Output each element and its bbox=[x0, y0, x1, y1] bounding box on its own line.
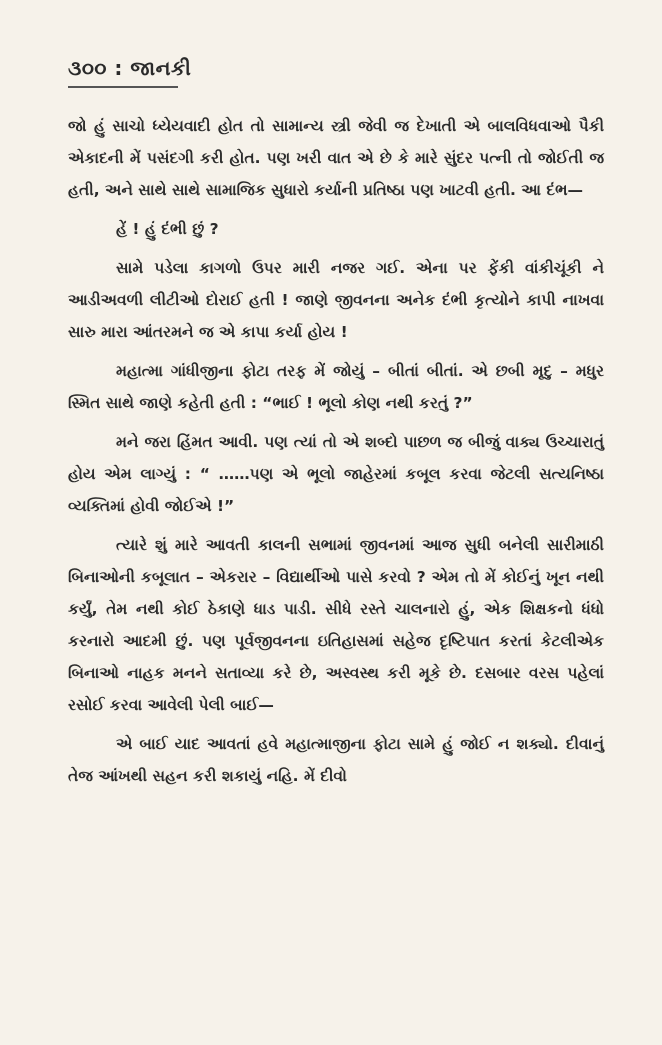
paragraph-5: મને જરા હિંમત આવી. પણ ત્યાં તો એ શબ્દો પાછળ જ બીજું વાક્ય ઉચ્ચારાતું હોય એમ લાગ્યું : “ ……પણ એ ભૂલો જાહેરમાં કબૂલ કરવા જેટલી સત્યનિષ્ઠા વ્યક્તિમાં હોવી જોઈએ !” bbox=[68, 433, 604, 515]
paragraph-2: હેં ! હું દંભી છું ? bbox=[116, 220, 219, 238]
paragraph-6: ત્યારે શું મારે આવતી કાલની સભામાં જીવનમાં આજ સુધી બનેલી સારીમાઠી બિનાઓની કબૂલાત – એકરાર – વિદ્યાર્થીઓ પાસે કરવો ? એમ તો મેં કોઈનું ખૂન નથી કર્યું, તેમ નથી કોઈ ઠેકાણે ધાડ પાડી. સીધે રસ્તે ચાલનારો હું, એક શિક્ષકનો ધંધો કરનારો આદમી છું. પણ પૂર્વજીવનના ઇતિહાસમાં સહેજ દૃષ્ટિપાત કરતાં કેટલીએક બિનાઓ નાહક મનને સતાવ્યા કરે છે, અસ્વસ્થ કરી મૂકે છે. દસબાર વરસ પહેલાં રસોઈ કરવા આવેલી પેલી બાઈ— bbox=[68, 536, 604, 714]
page-number: ૩૦૦ bbox=[68, 56, 107, 80]
paragraph-1: જો હું સાચો ધ્યેયવાદી હોત તો સામાન્ય સ્ત્રી જેવી જ દેખાતી એ બાલવિધવાઓ પૈકી એકાદની મેં પસંદગી કરી હોત. પણ ખરી વાત એ છે કે મારે સુંદર પત્ની તો જોઈતી જ હતી, અને સાથે સાથે સામાજિક સુધારો કર્યાની પ્રતિષ્ઠા પણ ખાટવી હતી. આ દંભ— bbox=[68, 117, 604, 199]
running-header bbox=[68, 56, 604, 80]
header-separator: : bbox=[114, 56, 123, 80]
header-underline bbox=[68, 86, 178, 88]
paragraph-7: એ બાઈ યાદ આવતાં હવે મહાત્માજીના ફોટા સામે હું જોઈ ન શક્યો. દીવાનું તેજ આંખથી સહન કરી શકાયું નહિ. મેં દીવો bbox=[68, 735, 604, 785]
paragraph-4: મહાત્મા ગાંધીજીના ફોટા તરફ મેં જોયું – બીતાં બીતાં. એ છબી મૃદુ – મધુર સ્મિત સાથે જાણે કહેતી હતી : “ભાઈ ! ભૂલો કોણ નથી કરતું ?” bbox=[68, 362, 604, 412]
paragraph-3: સામે પડેલા કાગળો ઉપર મારી નજર ગઈ. એના પર ફેંકી વાંકીચૂંકી ને આડીઅવળી લીટીઓ દોરાઈ હતી ! જાણે જીવનના અનેક દંભી કૃત્યોને કાપી નાખવા સારુ મારા આંતરમને જ એ કાપા કર્યા હોય ! bbox=[68, 259, 604, 341]
running-title: જાનકી bbox=[130, 56, 192, 80]
body-text bbox=[68, 110, 604, 792]
